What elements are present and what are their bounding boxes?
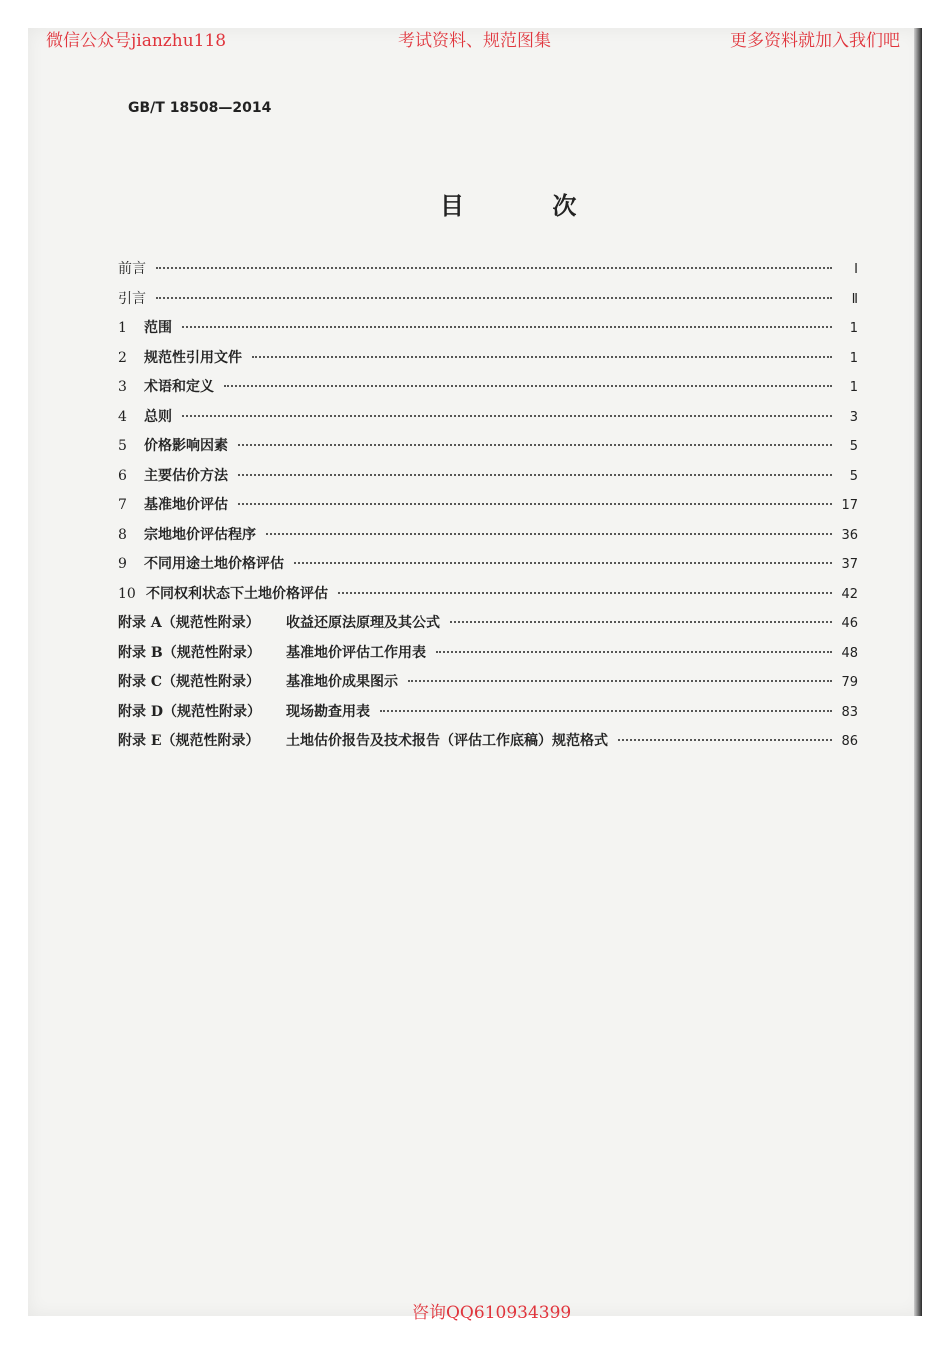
- toc-entry-number: 10: [118, 585, 136, 602]
- annex-prefix: 附录 D（规范性附录）: [118, 703, 262, 720]
- toc-entry-page: 79: [841, 675, 858, 690]
- toc-entry-label: [118, 347, 246, 367]
- toc-entry-page: 3: [849, 409, 858, 425]
- toc-entry-page: 37: [841, 557, 858, 572]
- standard-number: GB/T 18508—2014: [128, 100, 272, 116]
- annex-prefix: 附录 B（规范性附录）: [118, 644, 261, 661]
- toc-entry[interactable]: [118, 583, 858, 613]
- dot-leader: [224, 385, 832, 387]
- toc-entry-page: 36: [841, 527, 858, 543]
- toc-entry-number: 7: [118, 497, 127, 513]
- toc-entry-number: 6: [118, 467, 127, 484]
- toc-entry-title: 主要估价方法: [144, 467, 228, 484]
- toc-entry[interactable]: [118, 435, 858, 465]
- toc-entry-number: 5: [118, 438, 127, 454]
- toc-entry-label: [118, 494, 232, 514]
- toc-entry-title: 基准地价成果图示: [286, 674, 398, 690]
- toc-entry-number: 4: [118, 408, 127, 425]
- toc-entry-label: [118, 642, 430, 662]
- watermark-top-left: 微信公众号jianzhu118: [46, 31, 227, 51]
- toc-entry-page: 5: [849, 468, 858, 484]
- toc-entry-label: [118, 406, 176, 426]
- toc-entry-title: 不同权利状态下土地价格评估: [146, 585, 328, 602]
- toc-annex-entry[interactable]: [118, 730, 858, 760]
- dot-leader: [408, 680, 832, 682]
- dot-leader: [450, 621, 832, 623]
- toc-entry-page: 5: [849, 439, 858, 454]
- annex-prefix: 附录 E（规范性附录）: [118, 733, 260, 749]
- toc-entry-label: [118, 317, 176, 337]
- toc-entry[interactable]: [118, 288, 858, 318]
- toc-entry[interactable]: [118, 258, 858, 288]
- dot-leader: [436, 651, 832, 653]
- toc-entry-label: [118, 612, 444, 632]
- toc-entry-page: 17: [841, 498, 858, 513]
- toc-entry-label: [118, 524, 260, 544]
- annex-prefix: 附录 A（规范性附录）: [118, 615, 260, 631]
- toc-entry-label: [118, 701, 374, 721]
- toc-entry-number: 9: [118, 556, 127, 572]
- toc-entry-title: 收益还原法原理及其公式: [286, 615, 440, 631]
- dot-leader: [238, 444, 832, 446]
- dot-leader: [252, 356, 832, 358]
- watermark-top-center: 考试资料、规范图集: [398, 31, 551, 51]
- dot-leader: [156, 297, 832, 299]
- dot-leader: [182, 415, 832, 417]
- annex-prefix: 附录 C（规范性附录）: [118, 674, 261, 690]
- toc-entry-title: 引言: [118, 290, 146, 307]
- toc-annex-entry[interactable]: [118, 671, 858, 701]
- dot-leader: [238, 474, 832, 476]
- dot-leader: [156, 267, 832, 269]
- toc-entry-page: 46: [841, 616, 858, 631]
- toc-entry-page: 83: [841, 704, 858, 720]
- toc-entry-number: 3: [118, 379, 127, 395]
- toc-entry-title: 基准地价评估工作用表: [286, 644, 426, 661]
- dot-leader: [266, 533, 832, 535]
- toc-entry[interactable]: [118, 347, 858, 377]
- toc-entry-label: [118, 671, 402, 691]
- toc-entry-page: Ⅰ: [854, 262, 858, 277]
- watermark-top-right: 更多资料就加入我们吧: [730, 31, 900, 51]
- toc-entry-title: 现场勘查用表: [286, 703, 370, 720]
- toc-entry-title: 术语和定义: [144, 379, 214, 395]
- toc-entry-title: 范围: [144, 320, 172, 336]
- toc-entry-title: 不同用途土地价格评估: [144, 556, 284, 572]
- toc-annex-entry[interactable]: [118, 701, 858, 731]
- toc-entry-page: 42: [841, 586, 858, 602]
- toc-entry[interactable]: [118, 524, 858, 554]
- toc-entry-page: 86: [841, 734, 858, 749]
- toc-entry-title: 土地估价报告及技术报告（评估工作底稿）规范格式: [286, 733, 608, 749]
- toc-entry[interactable]: [118, 553, 858, 583]
- watermark-bottom: 咨询QQ610934399: [412, 1303, 572, 1323]
- toc-entry-page: 1: [849, 380, 858, 395]
- toc-entry-number: 1: [118, 320, 127, 336]
- scan-edge: [914, 28, 922, 1316]
- toc-entry-page: 48: [841, 645, 858, 661]
- toc-title: 目 次: [440, 191, 617, 220]
- toc-entry-title: 前言: [118, 261, 146, 277]
- dot-leader: [380, 710, 832, 712]
- toc-entry[interactable]: [118, 465, 858, 495]
- toc-entry[interactable]: [118, 494, 858, 524]
- toc-entry-page: 1: [849, 350, 858, 366]
- toc-entry-label: [118, 288, 150, 308]
- dot-leader: [618, 739, 832, 741]
- toc-entry-label: [118, 376, 218, 396]
- toc-entry-number: 8: [118, 526, 127, 543]
- dot-leader: [238, 503, 832, 505]
- table-of-contents: [118, 258, 858, 760]
- toc-entry-title: 宗地地价评估程序: [144, 526, 256, 543]
- toc-entry-label: [118, 435, 232, 455]
- dot-leader: [338, 592, 832, 594]
- toc-annex-entry[interactable]: [118, 642, 858, 672]
- dot-leader: [294, 562, 832, 564]
- toc-annex-entry[interactable]: [118, 612, 858, 642]
- toc-entry-number: 2: [118, 349, 127, 366]
- toc-entry-label: [118, 553, 288, 573]
- toc-entry[interactable]: [118, 406, 858, 436]
- toc-entry-title: 总则: [144, 408, 172, 425]
- toc-entry-title: 规范性引用文件: [144, 349, 242, 366]
- toc-entry-label: [118, 730, 612, 750]
- toc-entry[interactable]: [118, 317, 858, 347]
- toc-entry-title: 基准地价评估: [144, 497, 228, 513]
- toc-entry-page: 1: [849, 321, 858, 336]
- toc-entry-label: [118, 465, 232, 485]
- dot-leader: [182, 326, 832, 328]
- toc-entry-title: 价格影响因素: [144, 438, 228, 454]
- toc-entry-label: [118, 583, 332, 603]
- toc-entry[interactable]: [118, 376, 858, 406]
- toc-entry-page: Ⅱ: [851, 291, 858, 307]
- toc-entry-label: [118, 258, 150, 278]
